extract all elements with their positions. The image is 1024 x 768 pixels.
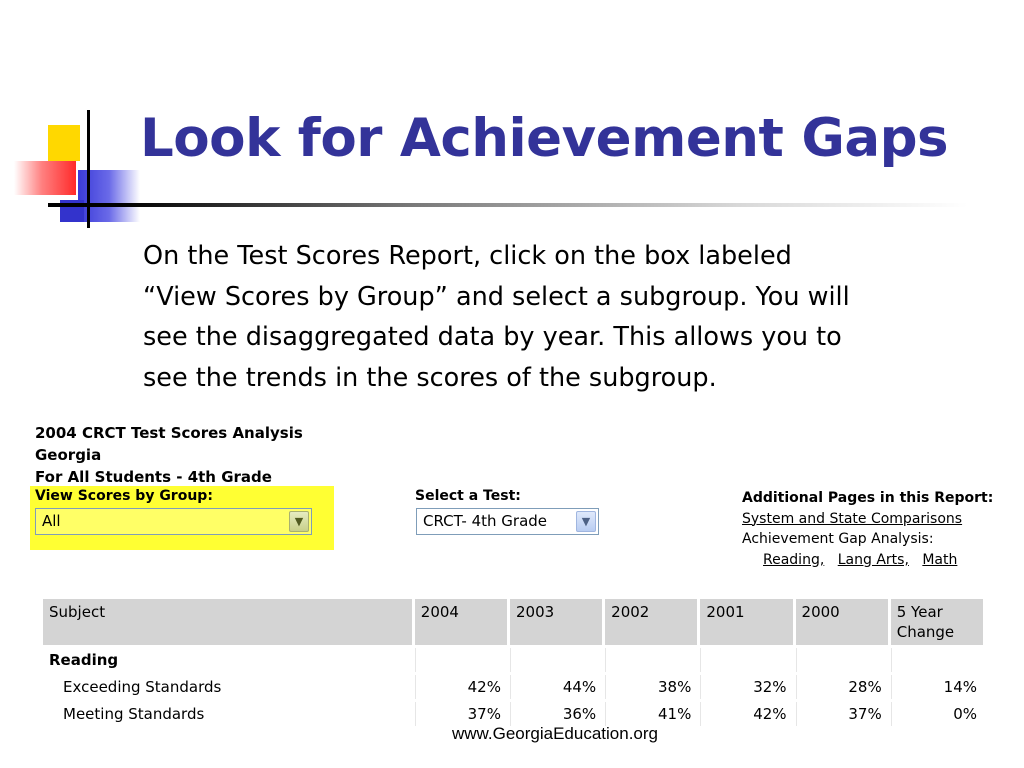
report-state: Georgia <box>35 446 102 464</box>
table-cell: 37% <box>415 702 507 726</box>
body-line: On the Test Scores Report, click on the box labeled <box>143 241 792 271</box>
report-screenshot <box>30 418 994 723</box>
link-reading[interactable]: Reading, <box>763 551 825 568</box>
gap-analysis-label: Achievement Gap Analysis: <box>742 531 934 547</box>
red-gradient-block <box>14 161 76 195</box>
table-cell: 32% <box>700 675 792 699</box>
link-math[interactable]: Math <box>922 551 958 568</box>
table-cell: 28% <box>796 675 888 699</box>
scores-table <box>40 596 986 729</box>
link-lang-arts[interactable]: Lang Arts, <box>837 551 909 568</box>
column-header: 2002 <box>605 599 697 645</box>
row-label: Meeting Standards <box>43 702 412 726</box>
vertical-rule <box>87 110 90 228</box>
table-row <box>43 675 983 699</box>
additional-pages <box>742 488 993 570</box>
table-header-row <box>43 599 983 645</box>
column-header: 5 Year Change <box>891 599 983 645</box>
table-cell: 36% <box>510 702 602 726</box>
chevron-down-icon[interactable]: ▼ <box>576 511 596 532</box>
group-select-value: All <box>42 512 61 530</box>
column-header: 2003 <box>510 599 602 645</box>
footer-url: www.GeorgiaEducation.org <box>452 724 659 743</box>
body-line: see the disaggregated data by year. This allows you to <box>143 322 842 352</box>
slide-title: Look for Achievement Gaps <box>140 108 949 169</box>
body-line: see the trends in the scores of the subgroup. <box>143 362 717 393</box>
table-section-row <box>43 648 983 672</box>
table-cell: 37% <box>796 702 888 726</box>
table-row <box>43 702 983 726</box>
additional-pages-heading: Additional Pages in this Report: <box>742 490 994 506</box>
test-select[interactable] <box>416 508 599 535</box>
table-cell: 14% <box>891 675 983 699</box>
row-label: Exceeding Standards <box>43 675 412 699</box>
table-cell: 41% <box>605 702 697 726</box>
group-select-label: View Scores by Group: <box>35 488 213 504</box>
link-system-state-comparisons[interactable]: System and State Comparisons <box>742 510 963 527</box>
column-header: 2000 <box>796 599 888 645</box>
section-label: Reading <box>43 648 412 672</box>
report-title: 2004 CRCT Test Scores Analysis <box>35 424 303 442</box>
group-select[interactable] <box>35 508 312 535</box>
column-header: 2004 <box>415 599 507 645</box>
table-cell: 44% <box>510 675 602 699</box>
yellow-square <box>48 125 80 161</box>
chevron-down-icon[interactable]: ▼ <box>289 511 309 532</box>
report-scope: For All Students - 4th Grade <box>35 468 272 486</box>
table-cell: 38% <box>605 675 697 699</box>
table-cell: 42% <box>700 702 792 726</box>
table-cell: 42% <box>415 675 507 699</box>
test-select-label: Select a Test: <box>415 488 521 504</box>
title-underline <box>48 203 968 207</box>
test-select-value: CRCT- 4th Grade <box>423 512 548 530</box>
column-header: 2001 <box>700 599 792 645</box>
column-header: Subject <box>43 599 412 645</box>
slide-body <box>143 236 1013 398</box>
table-cell: 0% <box>891 702 983 726</box>
body-line: “View Scores by Group” and select a subgroup. You will <box>143 281 850 312</box>
report-heading <box>35 422 303 488</box>
